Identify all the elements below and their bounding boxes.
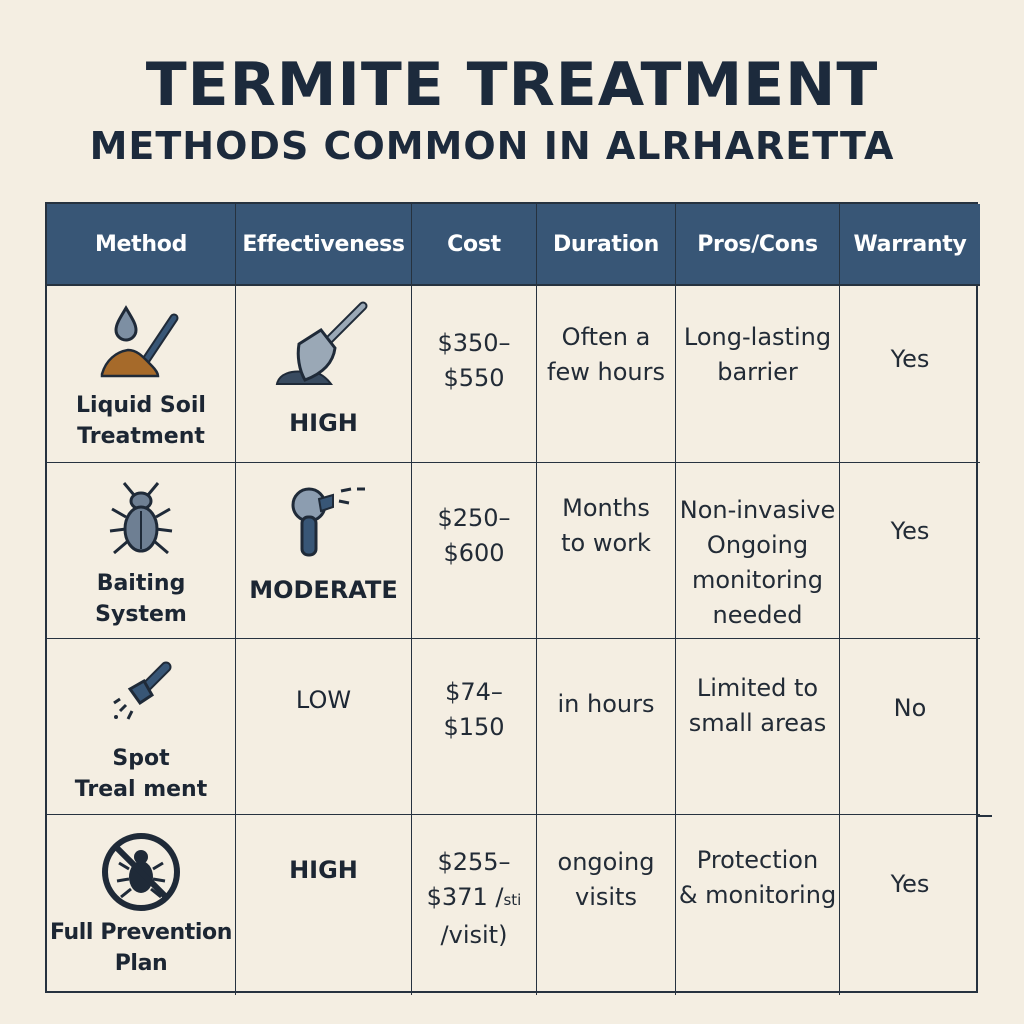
effectiveness-label: MODERATE bbox=[249, 576, 398, 604]
header-duration: Duration bbox=[537, 204, 676, 286]
method-name: Full Prevention Plan bbox=[50, 920, 232, 976]
effectiveness-cell bbox=[236, 286, 412, 463]
effectiveness-cell bbox=[236, 639, 412, 815]
spray-nozzle-icon bbox=[47, 659, 235, 729]
effectiveness-label: LOW bbox=[295, 686, 352, 714]
effectiveness-label: HIGH bbox=[289, 409, 358, 437]
effectiveness-cell bbox=[236, 463, 412, 639]
pros-cons-cell: Non-invasive Ongoing monitoring needed bbox=[676, 463, 840, 639]
liquid-drop-soil-icon bbox=[47, 300, 235, 384]
warranty-cell: No bbox=[840, 639, 980, 815]
warranty-cell: Yes bbox=[890, 870, 930, 898]
page-subtitle: METHODS COMMON IN ALRHARETTA bbox=[89, 124, 895, 168]
method-cell bbox=[47, 815, 236, 995]
pros-cons-cell: Protection & monitoring bbox=[676, 815, 840, 995]
duration-cell: ongoing visits bbox=[537, 815, 676, 995]
effectiveness-cell bbox=[236, 815, 412, 995]
pros-cons-cell: Limited to small areas bbox=[676, 639, 840, 815]
header-effectiveness: Effectiveness bbox=[236, 204, 412, 286]
shovel-icon bbox=[236, 300, 411, 392]
method-name: Spot Treal ment bbox=[74, 746, 208, 802]
method-name: Baiting System bbox=[95, 571, 187, 627]
cost-cell: $255– $371 /sti /visit) bbox=[412, 815, 537, 995]
cost-cell: $350– $550 bbox=[412, 286, 537, 463]
header-cost: Cost bbox=[412, 204, 537, 286]
duration-cell: Months to work bbox=[537, 463, 676, 639]
duration-cell: in hours bbox=[537, 639, 676, 815]
method-cell bbox=[47, 463, 236, 639]
treatment-table bbox=[45, 202, 978, 993]
divider bbox=[978, 815, 992, 817]
no-termite-icon bbox=[47, 829, 235, 915]
header-method: Method bbox=[47, 204, 236, 286]
header-pros-cons: Pros/Cons bbox=[676, 204, 840, 286]
effectiveness-label: HIGH bbox=[289, 856, 358, 884]
pros-cons-cell: Long-lasting barrier bbox=[676, 286, 840, 463]
termite-icon bbox=[47, 481, 235, 557]
method-cell bbox=[47, 639, 236, 815]
bait-station-icon bbox=[236, 481, 411, 561]
duration-cell: Often a few hours bbox=[537, 286, 676, 463]
page-title: TERMITE TREATMENT bbox=[145, 50, 879, 120]
cost-cell: $250– $600 bbox=[412, 463, 537, 639]
header-warranty: Warranty bbox=[840, 204, 980, 286]
method-name: Liquid Soil Treatment bbox=[76, 393, 206, 449]
cost-cell: $74– $150 bbox=[412, 639, 537, 815]
warranty-cell: Yes bbox=[840, 286, 980, 463]
warranty-cell: Yes bbox=[840, 463, 980, 639]
method-cell bbox=[47, 286, 236, 463]
